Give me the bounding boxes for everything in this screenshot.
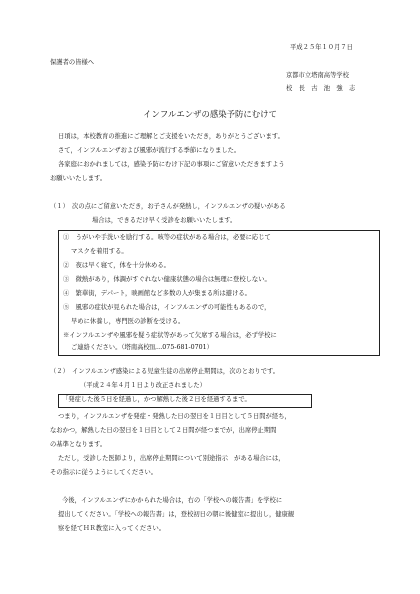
page-title: インフルエンザの感染予防にむけて	[143, 109, 277, 119]
precaution-item: ④ 繁華街，デパート，映画館など多数の人が集まる所は避ける。	[63, 290, 251, 297]
section-2-para: なおかつ，解熱した日の翌日を１日目として２日間が経つまでが，出席停止期間	[50, 427, 277, 434]
section-2-para: ただし，受診した医師より，出席停止期間について別途指示 がある場合には，	[58, 455, 285, 462]
precaution-item: ① うがいや手洗いを励行する。咳等の症状がある場合は，必要に応じて	[63, 234, 271, 241]
closing-line: 今後，インフルエンザにかかられた場合は，右の「学校への報告書」を学校に	[62, 497, 283, 504]
intro-line: 各家庭におかれましては，感染予防にむけ下記の事項にご留意いただきますよう	[58, 161, 285, 168]
section-1-heading: （１） 次の点にご留意いただき，お子さんが発熱し，インフルエンザの疑いがある	[50, 203, 286, 210]
precaution-note: ※インフルエンザや風邪を疑う症状等があって欠席する場合は，必ず学校に	[63, 332, 277, 339]
precaution-item: 早めに休養し，専門医の診断を受ける。	[71, 318, 185, 325]
section-2-heading: （２） インフルエンザ感染による児童生徒の出席停止期間は，次のとおりです。	[50, 368, 280, 375]
intro-line: 日頃は，本校教育の推進にご理解とご支援をいただき，ありがとうございます。	[58, 133, 284, 140]
recipient: 保護者の皆様へ	[50, 59, 95, 66]
closing-line: 察を経てＨＲ教室に入ってください。	[58, 525, 166, 532]
principal-name: 校 長 古 池 強 志	[286, 85, 356, 92]
precaution-item: ③ 微熱があり，体調がすぐれない健康状態の場合は無理に登校しない。	[63, 276, 271, 283]
precaution-item: マスクを着用する。	[71, 248, 128, 255]
letter-date: 平成２５年１０月７日	[290, 44, 353, 51]
section-2-line: （平成２４年４月１日より改正されました）	[80, 382, 206, 389]
school-name: 京都市立塔南高等学校	[286, 72, 349, 79]
closing-line: 提出してください。「学校への報告書」は，登校初日の朝に後健室に提出し，健康観	[58, 511, 295, 518]
precaution-item: ⑤ 風邪の症状が見られた場合は，インフルエンザの可能性もあるので，	[63, 304, 271, 311]
section-1-line: 場合は，できるだけ早く受診をお願いいたします。	[92, 217, 237, 224]
precaution-item: ② 夜は早く寝て，体を十分休める。	[63, 262, 170, 269]
section-2-para: その指示に従うようにしてください。	[50, 469, 158, 476]
intro-line: お願いいたします。	[50, 175, 107, 182]
section-2-para: つまり，インフルエンザを発症・発熱した日の翌日を１日目として５日間が経ち，	[58, 413, 291, 420]
precaution-note: ご連絡ください。（塔南高校℡…075-681-0701）	[71, 344, 213, 351]
intro-line: さて，インフルエンザおよび風邪が流行する季節になりました。	[58, 147, 241, 154]
suspension-rule: 「発症した後５日を経過し，かつ解熱した後２日を経過するまで。	[62, 396, 251, 403]
section-2-para: の基準となります。	[50, 441, 107, 448]
